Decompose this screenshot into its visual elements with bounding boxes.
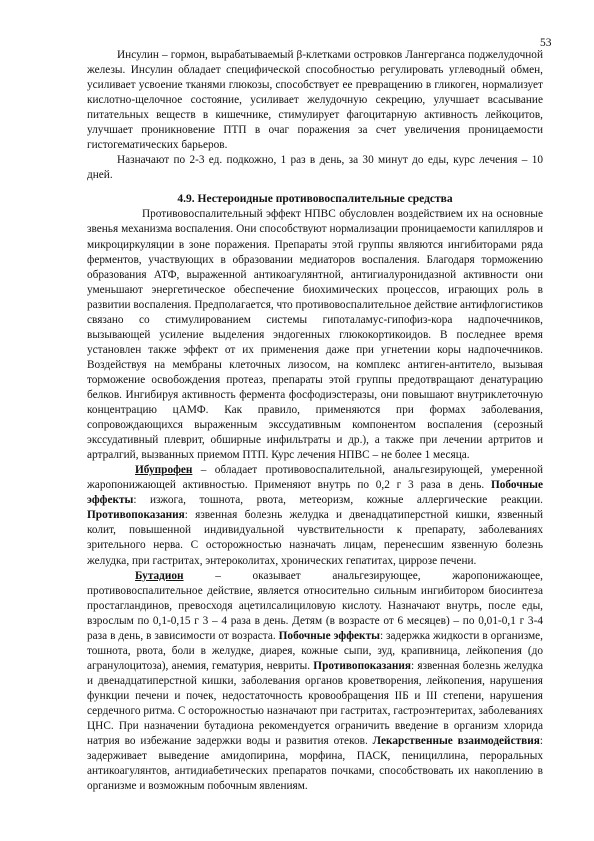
insulin-dosage-paragraph: Назначают по 2-3 ед. подкожно, 1 раз в день, за 30 минут до еды, курс лечения – 10 дней. (87, 154, 543, 182)
ibuprofen-side-effects-label: Побочные эффекты (87, 479, 543, 507)
butadion-side-effects-text: : задержка жидкости в организме, тошнота, рвота, боли в желудке, диарея, кожные сыпи, зуд, крапивница, лейкопения (до агранулоцитоза), анемия, гематурия, невриты. (87, 629, 544, 672)
ibuprofen-contraindications-text: : язвенная болезнь желудка и двенадцатиперстной кишки, язвенный колит, повышенной индивидуальной чувствительности к препарату, заболеваниях зрительного нерва. С осторожностью назначать лицам, перенесшим язвенную болезнь желудка, при гастритах, энтероколитах, хронических гепатитах, циррозе печени. (87, 509, 543, 567)
butadion-name: Бутадион (135, 569, 184, 582)
page-number: 53 (540, 37, 552, 49)
ibuprofen-paragraph (87, 463, 543, 568)
butadion-side-effects-label: Побочные эффекты (278, 629, 380, 642)
ibuprofen-side-effects-text: : изжога, тошнота, рвота, метеоризм, кожные аллергические реакции. (133, 494, 543, 507)
butadion-description: – оказывает анальгезирующее, жаропонижающее, противовоспалительное действие, является относительно сильным ингибитором биосинтеза простагландинов, превосходя ацетилсалициловую кислоту. Назначают внутрь, после еды, взрослым по 0,1-0,15 г 3 – 4 раза в день. Детям (в возрасте от 6 месяцев) – по 0,01-0,1 г 3-4 раза в день, в зависимости от возраста. (87, 569, 543, 642)
ibuprofen-contraindications-label: Противопоказания (87, 509, 185, 522)
butadion-contraindications-label: Противопоказания (313, 659, 412, 672)
section-heading: 4.9. Нестероидные противовоспалительные средства (177, 193, 453, 206)
insulin-paragraph: Инсулин – гормон, вырабатываемый β-клетками островков Лангерганса поджелудочной железы. Инсулин обладает специфической способностью регулировать углеводный обмен, усиливает усвоение тканями глюкозы, способствует ее превращению в гликоген, нормализует кислотно-щелочное состояние, усиливает желудочную секрецию, улучшает всасывание питательных веществ в кишечнике, стимулирует фагоцитарную активность лейкоцитов, улучшает проникновение ПТП в очаг поражения за счет увеличения проницаемости гистогематических барьеров. (87, 49, 543, 152)
butadion-interactions-label: Лекарственные взаимодействия (372, 735, 540, 748)
ibuprofen-name: Ибупрофен (135, 464, 193, 477)
butadion-paragraph (87, 569, 543, 795)
ibuprofen-description: – обладает противовоспалительной, анальгезирующей, умеренной жаропонижающей активностью. Применяют внутрь по 0,2 г 3 раза в день. (87, 464, 543, 492)
butadion-contraindications-text: : язвенная болезнь желудка и двенадцатиперстной кишки, заболевания органов кроветворения, лейкопения, нарушения функции печени и почек, недостаточность кровообращения IIБ и III степени, нарушения сердечного ритма. С осторожностью назначают при гастритах, гастроэнтеритах, заболеваниях ЦНС. При назначении бутадиона рекомендуется ограничить введение в организм хлорида натрия во избежание задержки воды и развития отеков. (87, 659, 543, 748)
nsaid-intro-paragraph: Противовоспалительный эффект НПВС обусловлен воздействием их на основные звенья механизма воспаления. Они способствуют нормализации проницаемости капилляров и микроциркуляции в зоне поражения. Препараты этой группы являются ингибиторами ряда ферментов, участвующих в образовании медиаторов воспаления. Благодаря торможению образования АТФ, выраженной антикоагулянтной, антигиалуронидазной активности они уменьшают энергетическое обеспечение биохимических процессов, играющих роль в развитии воспаления. Предполагается, что противовоспалительное действие антифлогистиков связано со стимулированием системы гипоталамус-гипофиз-кора надпочечников, вызывающей усиление выделения эндогенных глюкокортикоидов. В последнее время установлен также эффект от их применения даже при угнетении коры надпочечников. Воздействуя на мембраны клеточных лизосом, на комплекс антиген-антитело, вызывая торможение освобождения протеаз, препараты этой группы предотвращают денатурацию белков. Ингибируя активность фермента фосфодиэстеразы, они повышают внутриклеточную концентрацию цАМФ. Как правило, применяются при формах заболевания, сопровождающихся выраженным экссудативным компонентом воспаления (серозный экссудативный плеврит, обширные инфильтраты и др.), а также при лечении артритов и артралгий, вызванных приемом ПТП. Курс лечения НПВС – не более 1 месяца. (87, 208, 543, 462)
butadion-interactions-text: : задерживает выведение амидопирина, морфина, ПАСК, пенициллина, пероральных антикоагулянтов, антидиабетических препаратов почками, способствовать их накоплению в организме и возможным побочным явлениям. (87, 735, 543, 793)
page-content (87, 48, 543, 794)
